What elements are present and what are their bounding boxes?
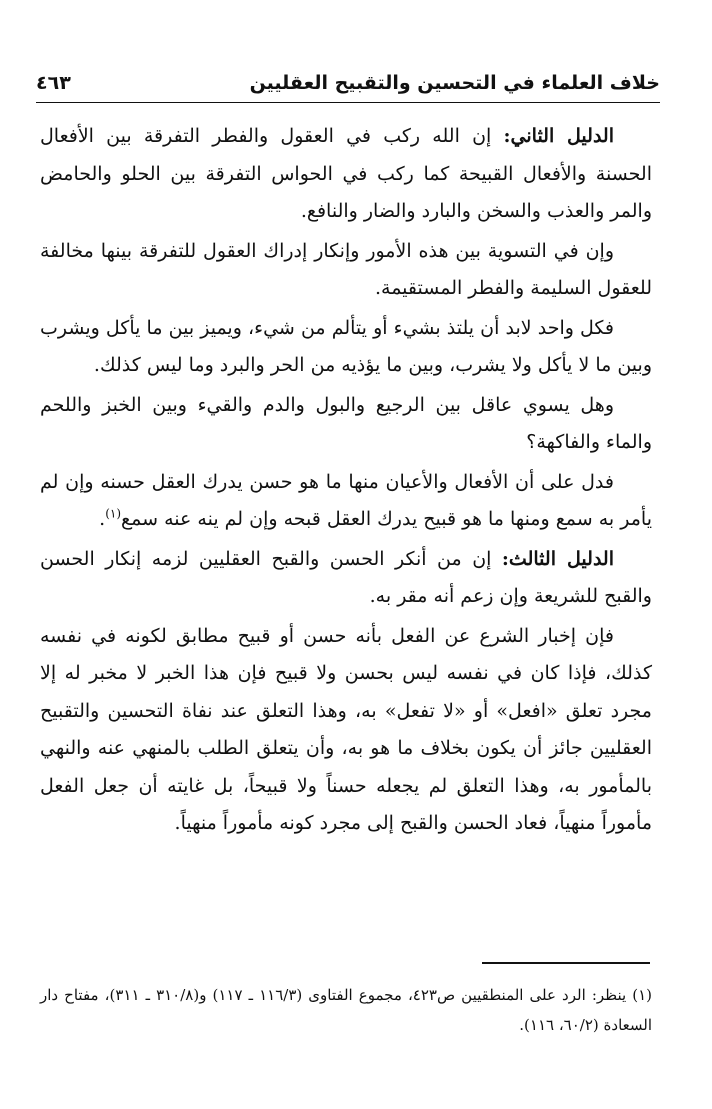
page-number: ٤٦٣ bbox=[36, 72, 71, 94]
footnote-ref: (١) bbox=[105, 506, 122, 521]
paragraph-text: إن من أنكر الحسن والقبح العقليين لزمه إنكار الحسن والقبح للشريعة وإن زعم أنه مقر به. bbox=[40, 547, 652, 607]
paragraph-end: . bbox=[99, 508, 106, 530]
paragraph bbox=[40, 387, 652, 462]
paragraph bbox=[40, 464, 652, 539]
paragraph bbox=[40, 310, 652, 385]
paragraph-text: إن الله ركب في العقول والفطر التفرقة بين الأفعال الحسنة والأفعال القبيحة كما ركب في الحواس التفرقة بين الحلو والحامض والمر والعذب والسخن والبارد والضار والنافع. bbox=[40, 125, 652, 222]
page-header bbox=[36, 70, 660, 100]
header-rule bbox=[36, 102, 660, 103]
paragraph-text: فكل واحد لابد أن يلتذ بشيء أو يتألم من شيء، ويميز بين ما يأكل ويشرب وبين ما لا يأكل ولا يشرب، وبين ما يؤذيه من الحر والبرد وما ليس كذلك. bbox=[40, 316, 652, 376]
paragraph-text: وهل يسوي عاقل بين الرجيع والبول والدم والقيء وبين الخبز واللحم والماء والفاكهة؟ bbox=[40, 393, 652, 453]
paragraph bbox=[40, 618, 652, 843]
footnote: (١) ينظر: الرد على المنطقيين ص٤٢٣، مجموع الفتاوى (١١٦/٣ ـ ١١٧) و(٣١٠/٨ ـ ٣١١)، مفتاح دار السعادة (٦٠/٢، ١١٦). bbox=[40, 986, 652, 1034]
paragraph bbox=[40, 233, 652, 308]
paragraph-lead: الدليل الثاني: bbox=[503, 125, 614, 147]
paragraph-third-evidence bbox=[40, 541, 652, 616]
paragraph-lead: الدليل الثالث: bbox=[501, 547, 614, 570]
main-text bbox=[40, 118, 652, 845]
paragraph-text: وإن في التسوية بين هذه الأمور وإنكار إدراك العقول للتفرقة بينها مخالفة للعقول السليمة والفطر المستقيمة. bbox=[40, 239, 652, 299]
paragraph-text: فإن إخبار الشرع عن الفعل بأنه حسن أو قبيح مطابق لكونه في نفسه كذلك، فإذا كان في نفسه ليس بحسن ولا قبيح فإن هذا الخبر لا مخبر له إلا مجرد تعلق «افعل» أو «لا تفعل» به، وهذا التعلق عند نفاة التحسين والتقبيح العقليين جائز أن يكون بخلاف ما هو به، وأن يتعلق الطلب بالمنهي عنه والنهي بالمأمور به، وهذا التعلق لم يجعله حسناً ولا قبيحاً، بل غايته أن جعل الفعل مأموراً منهياً، فعاد الحسن والقبح إلى مجرد كونه مأموراً منهياً. bbox=[40, 624, 652, 834]
running-title: خلاف العلماء في التحسين والتقبيح العقليين bbox=[249, 72, 660, 94]
paragraph-second-evidence bbox=[40, 118, 652, 231]
footnote-rule bbox=[482, 962, 650, 964]
paragraph-text: فدل على أن الأفعال والأعيان منها ما هو حسن يدرك العقل حسنه وإن لم يأمر به سمع ومنها ما هو قبيح يدرك العقل قبحه وإن لم ينه عنه سمع bbox=[40, 470, 652, 530]
